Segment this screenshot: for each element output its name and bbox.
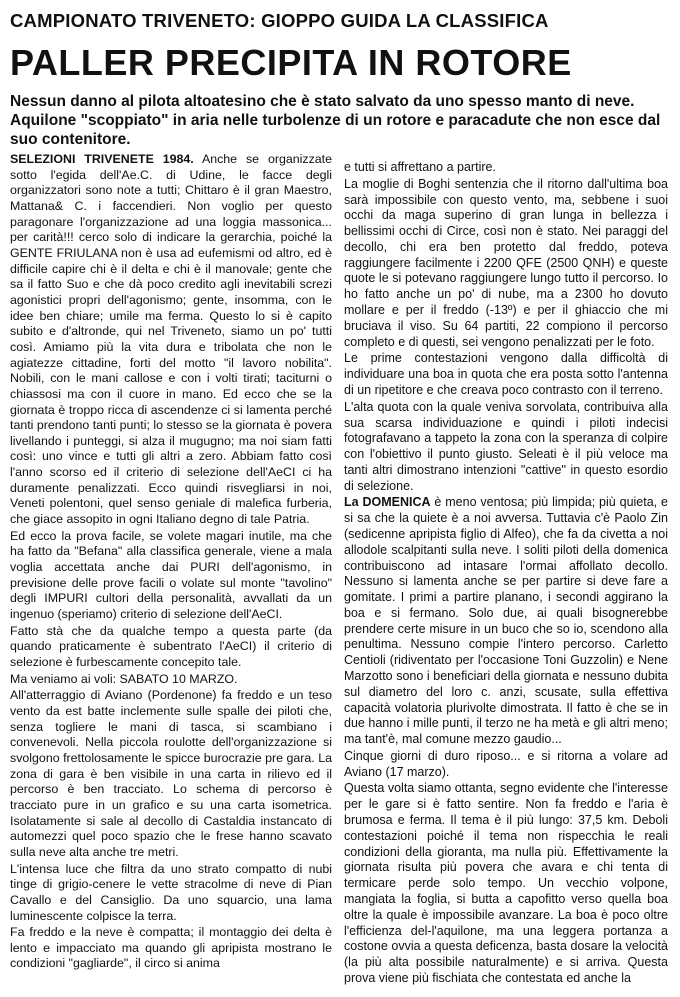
- paragraph-text: All'atterraggio di Aviano (Pordenone) fa freddo e un teso vento da est batte inclemente sulle spalle dei piloti che, senza togliere le mani di tasca, si scambiano i convenevoli. Nella piccola roulotte dell'organizzazione si svolgono frettolosamente le spicce burocrazie pre gara. La zona di gara è ben visibile in una carta in rilievo ed il percorso è ben tracciato. Lo schema di percorso è tracciato pure in un grafico e su una carta isometrica. Isolatamente si sale al decollo di Castaldia instancato di automezzi quel poco spazio che le frese hanno scavato sulla neve alta anche tre metri.: [10, 688, 332, 859]
- paragraph: [10, 688, 332, 860]
- paragraph-lead: SELEZIONI TRIVENETE 1984.: [10, 152, 194, 166]
- paragraph: [10, 529, 332, 623]
- left-column: [10, 152, 332, 973]
- paragraph: [10, 862, 332, 925]
- paragraph-text: L'alta quota con la quale veniva sorvolata, contribuiva alla sua scarsa individuazione e quindi i piloti indecisi fotografavano a tappeto la zona con la speranza di colpire con l'obiettivo il punto giusto. Seleati è il più veloce ma tanti altri dimostrano intenzioni "cattive" in questo esordio di selezione.: [344, 399, 668, 493]
- paragraph: [10, 925, 332, 972]
- paragraph: [10, 152, 332, 528]
- paragraph-text: Cinque giorni di duro riposo... e si ritorna a volare ad Aviano (17 marzo).: [344, 748, 668, 779]
- paragraph-lead: La DOMENICA: [344, 495, 431, 510]
- paragraph-text: e tutti si affrettano a partire.: [344, 160, 496, 174]
- paragraph-text: Ma veniamo ai voli: SABATO 10 MARZO.: [10, 671, 238, 686]
- paragraph-text: Questa volta siamo ottanta, segno evidente che l'interesse per le gare si è fatto sentire. Non fa freddo e l'aria è brumosa e ferma. Il tema è il più lungo: 37,5 km. Deboli contestazioni poiché il tema non rispecchia le reali condizioni della gioranta, ma nulla più. Effettivamente la giornata risulta più povera che avara e chi tenta di termicare perde solo tempo. Un vecchio volpone, mangiata la foglia, si butta a capofitto verso quella boa oltre la quale è impossibile avanzare. La boa è poco oltre l'efficienza del-l'aquilone, ma una leggera portanza a costone ovvia a questa deficenza, basta dosare la velocità (la più alta possibile naturalmente) e si arriva. Questa prova viene più fischiata che contestata ed anche la: [344, 781, 668, 985]
- paragraph: [344, 160, 668, 176]
- paragraph-text: La moglie di Boghi sentenzia che il ritorno dall'ultima boa sarà impossibile con questo vento, ma, sebbene i suoi occhi da maga superino di gran lunga in bellezza i bellissimi occhi di Circe, così non è stato. Nei paraggi del decollo, chi era ben protetto dal freddo, poteva raggiungere facilmente i 2200 QFE (2500 QNH) e queste quote le si potevano raggiungere lungo tutto il percorso. Io ho fatto anche un po' di nube, ma a 2300 ho dovuto mollare e per il freddo (-13º) e per il ghiaccio che mi bruciava il viso. Su 64 partiti, 22 compiono il percorso completo e di questi, sei vengono penalizzati per le foto.: [344, 176, 668, 349]
- paragraph-text: Ed ecco la prova facile, se volete magari inutile, ma che ha fatto da "Befana" alla classifica generale, viene a mala voglia accettata anche dai PURI dell'agonismo, in previsione delle prove facili o volate sul monte "tavolino" degli IMPURI cultori della personalità, avvallati da un ingenuo (speriamo) criterio di selezione dell'AeCI.: [10, 528, 332, 622]
- paragraph-text: L'intensa luce che filtra da uno strato compatto di nubi tinge di grigio-cenere le vette stracolme di neve di Pian Cavallo e del Cansiglio. Da uno squarcio, una lama luminescente colpisce la terra.: [10, 861, 332, 923]
- paragraph: [10, 672, 332, 688]
- paragraph: [10, 624, 332, 671]
- right-column: [344, 160, 668, 988]
- article-standfirst: Nessun danno al pilota altoatesino che è stato salvato da uno spesso manto di neve. Aquilone "scoppiato" in aria nelle turbolenze di un rotore e paracadute che non esce dal suo contenitore.: [10, 93, 661, 148]
- paragraph: [344, 177, 668, 351]
- article-headline: PALLER PRECIPITA IN ROTORE: [10, 42, 572, 83]
- paragraph-text: è meno ventosa; più limpida; più quieta, e si sa che la quiete è a noi avversa. Tuttavia c'è Paolo Zin (sedicenne apripista figlio di Alfeo), che fa da civetta a noi allodole scalpitanti sulla neve. I soliti piloti della domenica contribuiscono ad intasare l'ormai affollato decollo. Nessuno si lamenta anche se per partire si deve fare a gomitate. I primi a partire planano, i secondi aggirano la boa e si fermano. Solo due, ai quali bisognerebbe prendere certe misure in un buco che so io, scendono alla penultima. Nessuno compie l'intero percorso. Carletto Centioli (ridiventato per l'occasione Toni Guzzolin) e Nene Marzotto sono i beneficiari della giornata e nessuno dubita sul diametro del loro c. anzi, scusate, sulla effettiva capacità volatoria plurivolte dimostrata. Il fatto è che se in due hanno i mille punti, il terzo ne ha metà e gli altri meno; ma tant'è, mal comune mezzo gaudio...: [344, 495, 668, 747]
- paragraph-text: Le prime contestazioni vengono dalla difficoltà di individuare una boa in quota che era posta sotto l'antenna di un ripetitore e che creava poco contrasto con il terreno.: [344, 351, 668, 397]
- paragraph-text: Fa freddo e la neve è compatta; il montaggio dei delta è lento e impacciato ma quando gli apripista mostrano le condizioni "gagliarde", il circo si anima: [10, 925, 332, 971]
- paragraph: [344, 495, 668, 748]
- paragraph-text: Fatto stà che da qualche tempo a questa parte (da quando praticamente è subentrato l'AeCI) il criterio di selezione è furbescamente concepito tale.: [10, 623, 332, 669]
- paragraph: [344, 400, 668, 495]
- paragraph: [344, 351, 668, 398]
- paragraph-text: Anche se organizzate sotto l'egida dell'Ae.C. di Udine, le facce degli organizzatori sono note a tutti; Chittaro è il gran Maestro, Mattana& C. i faccendieri. Non voglio per questo paragonare l'organizzazione ad una loggia massonica... per carità!!! cerco solo di indicare la gerarchia, poiché la GENTE FRIULANA non è usa ad eufemismi od altro, ed è difficile capire chi è il delta e chi è il manovale; gente che sa il fatto Suo e che dà poco credito agli inevitabili screzi agonistici propri dell'agonismo; gente, insomma, con le idee ben chiare; umile ma ferma. Questo lo si è capito subito e d'altronde, qui nel Triveneto, siamo un po' tutti così. Amiamo più la vita dura e tribolata che non le agiatezze cittadine, forti del motto "il lavoro nobilita". Nobili, con le mani callose e con i volti tirati; taciturni o chiassosi ma con il cuore in mano. Ed ecco che se la giornata è troppo ricca di ascendenze ci si lamenta perché tanti prendono tanti punti; lo stesso se la giornata è povera livellando i punteggi, si alza il mugugno; ma noi siam fatti così: uno vince e tutti gli altri a zero. Abbiam fatto così l'anno scorso ed il criterio di selezione dell'AeCI ci ha duramente penalizzati. Ecco quindi risvegliarsi in noi, Veneti polentoni, quel senso geniale di malefica furberia, che giace assopito in ogni Italiano degno di tale Patria.: [10, 152, 333, 527]
- paragraph: [344, 749, 668, 781]
- paragraph: [344, 781, 668, 986]
- article-kicker: CAMPIONATO TRIVENETO: GIOPPO GUIDA LA CLASSIFICA: [10, 10, 549, 31]
